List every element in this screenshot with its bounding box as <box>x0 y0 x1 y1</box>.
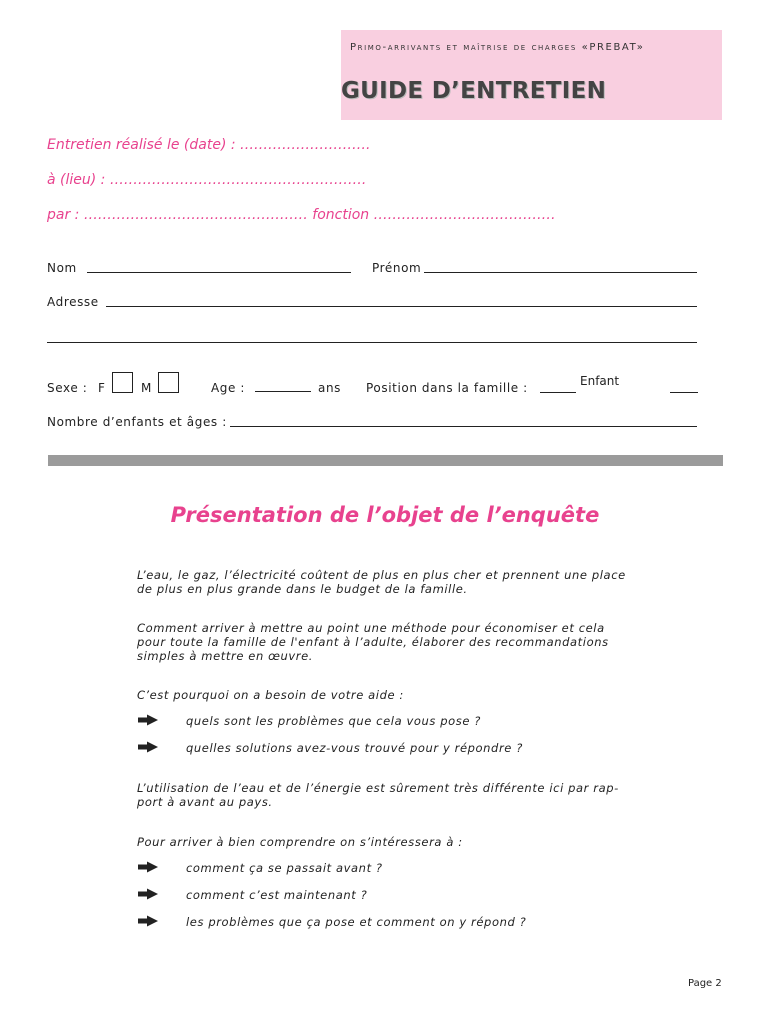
program-tag: «PREBAT» <box>581 42 645 53</box>
right-arrow-icon <box>137 861 159 873</box>
program-text: Primo-arrivants et maîtrise de charges <box>350 42 577 53</box>
adresse-field[interactable] <box>106 306 697 307</box>
right-arrow-icon <box>137 915 159 927</box>
sexe-m-label: M <box>141 381 152 395</box>
sexe-m-checkbox[interactable] <box>158 372 179 393</box>
prenom-label: Prénom <box>372 261 422 275</box>
position-field[interactable] <box>540 392 576 393</box>
interviewer-line: par : ………………………………………… fonction ………………………………… <box>47 207 556 223</box>
paragraph-usage: L’utilisation de l’eau et de l’énergie est sûrement très différente ici par rap-port à avant au pays. <box>137 781 619 809</box>
right-arrow-icon <box>137 741 159 753</box>
right-arrow-icon <box>137 888 159 900</box>
nb-enfants-field[interactable] <box>230 426 697 427</box>
adresse-label: Adresse <box>47 295 99 309</box>
age-field[interactable] <box>255 391 311 392</box>
paragraph-cost: L’eau, le gaz, l’électricité coûtent de plus en plus cher et prennent une place de plus en plus grande dans le budget de la famille. <box>137 568 626 596</box>
enfant-field[interactable] <box>670 392 698 393</box>
paragraph-method: Comment arriver à mettre au point une méthode pour économiser et cela pour toute la famille de l'enfant à l’adulte, élaborer des recommandations simples à mettre en œuvre. <box>137 621 609 663</box>
program-name <box>350 42 644 53</box>
list-item: comment ça se passait avant ? <box>186 861 383 875</box>
section-title: Présentation de l’objet de l’enquête <box>170 503 600 527</box>
list-item: les problèmes que ça pose et comment on y répond ? <box>186 915 527 929</box>
right-arrow-icon <box>137 714 159 726</box>
nb-enfants-label: Nombre d’enfants et âges : <box>47 415 227 429</box>
adresse-field-line-2[interactable] <box>47 342 697 343</box>
age-label: Age : <box>211 381 246 395</box>
sexe-f-label: F <box>98 381 106 395</box>
list-item: comment c’est maintenant ? <box>186 888 368 902</box>
section-divider <box>48 455 723 466</box>
paragraph-understand: Pour arriver à bien comprendre on s’intéressera à : <box>137 835 463 849</box>
prenom-field[interactable] <box>424 272 697 273</box>
position-label: Position dans la famille : <box>366 381 528 395</box>
nom-label: Nom <box>47 261 77 275</box>
enfant-label: Enfant <box>580 374 620 388</box>
ans-label: ans <box>318 381 342 395</box>
sexe-f-checkbox[interactable] <box>112 372 133 393</box>
interview-place-line: à (lieu) : ………………………………………………. <box>47 172 367 188</box>
list-item: quels sont les problèmes que cela vous pose ? <box>186 714 482 728</box>
sexe-label: Sexe : <box>47 381 88 395</box>
nom-field[interactable] <box>87 272 351 273</box>
list-item: quelles solutions avez-vous trouvé pour y répondre ? <box>186 741 523 755</box>
page-title: GUIDE D’ENTRETIEN <box>341 78 607 104</box>
paragraph-help: C’est pourquoi on a besoin de votre aide : <box>137 688 404 702</box>
page-number: Page 2 <box>688 978 722 989</box>
interview-date-line: Entretien réalisé le (date) : ………………………. <box>47 137 371 153</box>
